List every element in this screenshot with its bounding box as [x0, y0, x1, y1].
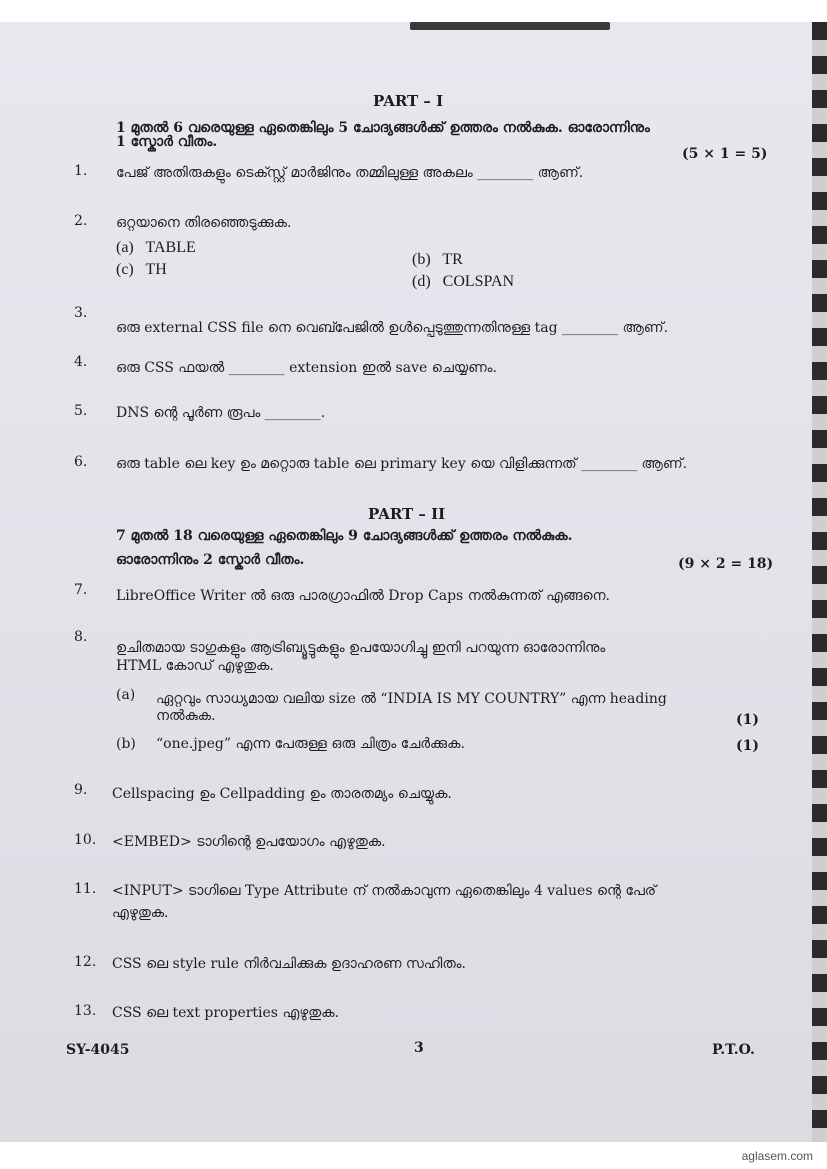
- q3-text: ഒരു external CSS file നെ വെബ്പേജിൽ ഉൾപ്പെടുത്തുന്നതിനുള്ള tag ________ ആണ്.: [116, 320, 669, 336]
- part2-instruction-line1: 7 മുതൽ 18 വരെയുള്ള ഏതെങ്കിലും 9 ചോദ്യങ്ങൾക്ക് ഉത്തരം നൽകുക.: [116, 528, 573, 544]
- q7-number: 7.: [74, 582, 88, 598]
- page-number: 3: [414, 1040, 424, 1056]
- q5-text: DNS ന്റെ പൂർണ രൂപം ________.: [116, 405, 326, 421]
- q10-number: 10.: [74, 832, 97, 848]
- part1-marks: (5 × 1 = 5): [682, 146, 768, 162]
- q5-number: 5.: [74, 403, 88, 419]
- q9-text: Cellspacing ഉം Cellpadding ഉം താരതമ്യം ചെയ്യുക.: [112, 786, 452, 802]
- q2-number: 2.: [74, 213, 88, 229]
- q11-line1: <INPUT> ടാഗിലെ Type Attribute ന് നൽകാവുന്ന ഏതെങ്കിലും 4 values ന്റെ പേര്: [112, 883, 657, 899]
- q8-line2: HTML കോഡ് എഴുതുക.: [116, 658, 274, 674]
- q4-text: ഒരു CSS ഫയൽ ________ extension ഇൽ save ചെയ്യണം.: [116, 360, 497, 376]
- q12-number: 12.: [74, 954, 97, 970]
- exam-page: [0, 22, 812, 1142]
- part1-heading: PART – I: [373, 92, 444, 110]
- q11-number: 11.: [74, 881, 97, 897]
- part2-marks: (9 × 2 = 18): [678, 556, 774, 572]
- q2-option-a: (a) TABLE: [116, 239, 196, 256]
- q7-text: LibreOffice Writer ൽ ഒരു പാരഗ്രാഫിൽ Drop Caps നൽകുന്നത് എങ്ങനെ.: [116, 588, 610, 604]
- part1-instruction-line2: 1 സ്കോർ വീതം.: [116, 134, 218, 150]
- q2-option-b: (b) TR: [412, 251, 463, 268]
- page-edge-shadow: [812, 22, 827, 1142]
- q1-number: 1.: [74, 163, 88, 179]
- paper-code: SY-4045: [66, 1042, 130, 1058]
- part1-instruction-line1: 1 മുതൽ 6 വരെയുള്ള ഏതെങ്കിലും 5 ചോദ്യങ്ങൾക്ക് ഉത്തരം നൽകുക. ഓരോന്നിനും: [116, 120, 650, 136]
- part2-instruction-line2: ഓരോന്നിനും 2 സ്കോർ വീതം.: [116, 552, 305, 568]
- q10-text: <EMBED> ടാഗിന്റെ ഉപയോഗം എഴുതുക.: [112, 834, 386, 850]
- q12-text: CSS ലെ style rule നിർവചിക്കുക ഉദാഹരണ സഹിതം.: [112, 956, 466, 972]
- q4-number: 4.: [74, 354, 88, 370]
- q9-number: 9.: [74, 782, 88, 798]
- q3-number: 3.: [74, 305, 88, 321]
- watermark: aglasem.com: [741, 1149, 813, 1163]
- q8b-marks: (1): [736, 738, 759, 754]
- q2-option-c: (c) TH: [116, 261, 167, 278]
- q8a-marks: (1): [736, 712, 759, 728]
- binding-clip: [410, 22, 610, 30]
- q8a-label: (a): [116, 687, 136, 703]
- q13-number: 13.: [74, 1003, 97, 1019]
- q2-text: ഒറ്റയാനെ തിരഞ്ഞെടുക്കുക.: [116, 215, 292, 231]
- q8a-line1: ഏറ്റവും സാധ്യമായ വലിയ size ൽ “INDIA IS MY COUNTRY” എന്ന heading: [156, 691, 667, 707]
- q1-text: പേജ് അതിരുകളും ടെക്സ്റ്റ് മാർജിനും തമ്മിലുള്ള അകലം ________ ആണ്.: [116, 165, 584, 181]
- q8a-line2: നൽകുക.: [156, 708, 216, 724]
- q6-text: ഒരു table ലെ key ഉം മറ്റൊരു table ലെ primary key യെ വിളിക്കുന്നത് ________ ആണ്.: [116, 456, 688, 472]
- q8-number: 8.: [74, 629, 88, 645]
- q8-line1: ഉചിതമായ ടാഗുകളും ആട്രിബ്യൂട്ടുകളും ഉപയോഗിച്ചു ഇനി പറയുന്ന ഓരോന്നിനും: [116, 640, 606, 656]
- q6-number: 6.: [74, 454, 88, 470]
- q8b-label: (b): [116, 736, 136, 752]
- q2-option-d: (d) COLSPAN: [412, 273, 515, 290]
- q11-line2: എഴുതുക.: [112, 905, 169, 921]
- q13-text: CSS ലെ text properties എഴുതുക.: [112, 1005, 339, 1021]
- q8b-text: “one.jpeg” എന്ന പേരുള്ള ഒരു ചിത്രം ചേർക്കുക.: [156, 736, 465, 752]
- part2-heading: PART – II: [368, 505, 446, 523]
- pto-label: P.T.O.: [712, 1042, 755, 1058]
